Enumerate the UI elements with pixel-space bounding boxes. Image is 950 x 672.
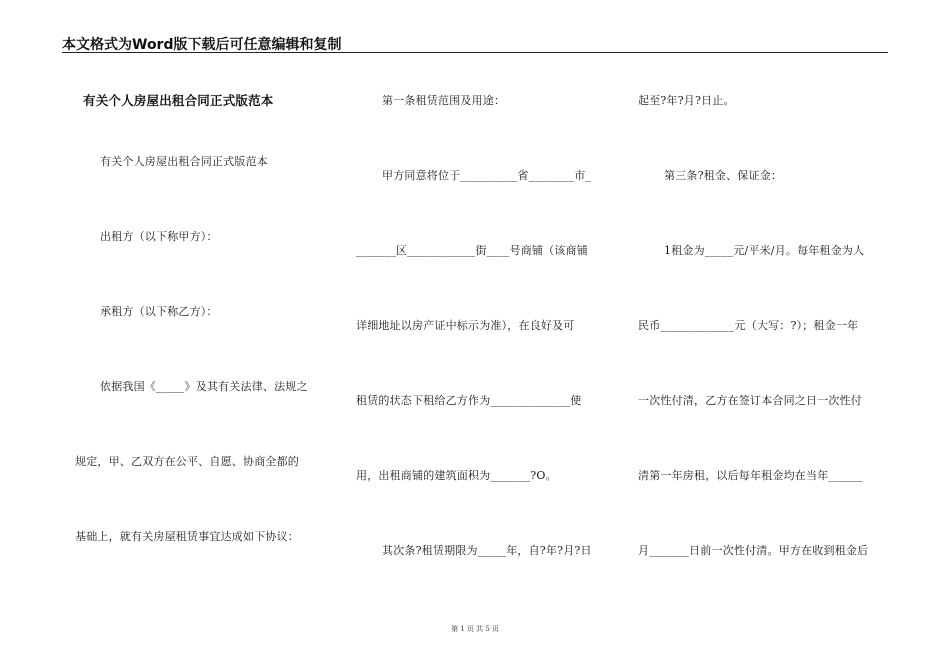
header-title: 本文格式为Word版下载后可任意编辑和复制 — [62, 37, 342, 53]
paragraph-line: 承租方（以下称乙方）： — [100, 305, 218, 318]
paragraph-line: 租赁的状态下租给乙方作为______________使 — [356, 394, 582, 407]
paragraph-line: 1租金为_____元/平米/月。每年租金为人 — [664, 244, 865, 257]
paragraph-line: 详细地址以房产证中标示为准），在良好及可 — [356, 319, 575, 332]
paragraph-line: 基础上，就有关房屋租赁事宜达成如下协议： — [75, 530, 299, 543]
paragraph-line: 清第一年房租，以后每年租金均在当年______ — [638, 469, 863, 482]
header-divider — [62, 52, 888, 53]
paragraph-line: 用，出租商铺的建筑面积为_______?O。 — [356, 469, 557, 482]
paragraph-line: 第一条租赁范围及用途： — [382, 94, 506, 107]
paragraph-line: 有关个人房屋出租合同正式版范本 — [100, 155, 268, 168]
paragraph-line: 民币_____________元（大写：?）；租金一年 — [638, 319, 859, 332]
paragraph-line: 第三条?租金、保证金： — [664, 169, 783, 182]
document-title: 有关个人房屋出租合同正式版范本 — [83, 93, 274, 108]
paragraph-line: 月_______日前一次性付清。甲方在收到租金后 — [638, 544, 869, 557]
paragraph-line: 规定，甲、乙双方在公平、自愿、协商全都的 — [75, 455, 299, 468]
paragraph-line: 依据我国《_____》及其有关法律、法规之 — [100, 380, 308, 393]
paragraph-line: 出租方（以下称甲方）： — [100, 230, 218, 243]
paragraph-line: 一次性付清，乙方在签订本合同之日一次性付 — [638, 394, 862, 407]
paragraph-line: 起至?年?月?日止。 — [638, 94, 735, 107]
paragraph-line: _______区____________街____号商铺（该商铺 — [356, 244, 588, 257]
paragraph-line: 甲方同意将位于__________省________市_ — [382, 169, 592, 182]
page-number: 第 1 页 共 5 页 — [450, 625, 500, 633]
paragraph-line: 其次条?租赁期限为_____年，自?年?月?日 — [382, 544, 592, 557]
